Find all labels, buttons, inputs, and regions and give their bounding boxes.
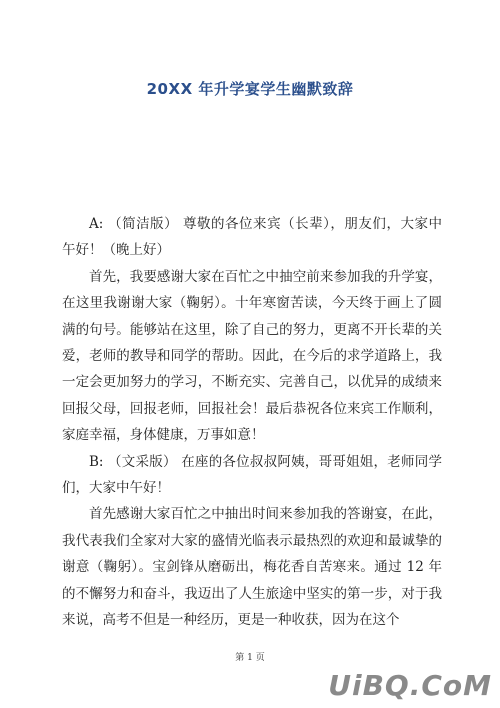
paragraph-4: 首先感谢大家百忙之中抽出时间来参加我的答谢宴，在此，我代表我们全家对大家的盛情光临表示最热烈的欢迎和最诚挚的谢意（鞠躬）。宝剑锋从磨砺出，梅花香自苦寒来。通过 12 年的不懈努力和奋斗，我迈出了人生旅途中坚实的第一步，对于我来说，高考不但是一种经历，更是一种收获，因为在这个 bbox=[62, 506, 442, 629]
paragraph-1: A: （简洁版） 尊敬的各位来宾（长辈），朋友们，大家中午好！（晚上好） bbox=[62, 216, 442, 259]
watermark-logo: UiBQ.CoM bbox=[328, 669, 492, 702]
page-number: 第 1 页 bbox=[235, 653, 265, 663]
document-title: 20XX 年升学宴学生幽默致辞 bbox=[146, 80, 354, 98]
paragraph-3: B: （文采版） 在座的各位叔叔阿姨，哥哥姐姐，老师同学们，大家中午好！ bbox=[62, 453, 442, 497]
document-body bbox=[62, 211, 442, 634]
paragraph-2: 首先，我要感谢大家在百忙之中抽空前来参加我的升学宴，在这里我谢谢大家（鞠躬）。十年寒窗苦读，今天终于画上了圆满的句号。能够站在这里，除了自己的努力，更离不开长辈的关爱，老师的教导和同学的帮助。因此，在今后的求学道路上，我一定会更加努力的学习，不断充实、完善自己，以优异的成绩来回报父母，回报老师，回报社会！最后恭祝各位来宾工作顺利，家庭幸福，身体健康，万事如意！ bbox=[62, 268, 442, 444]
